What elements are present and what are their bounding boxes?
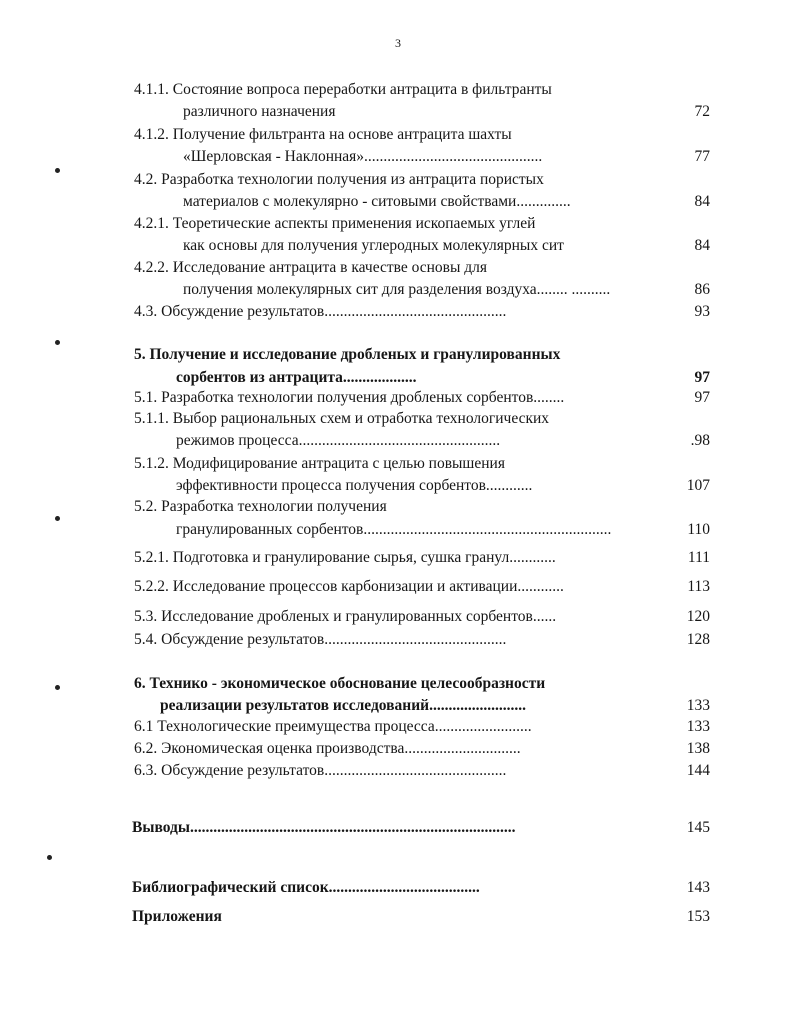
toc-line: эффективности процесса получения сорбентов............ [176, 477, 533, 494]
toc-line: 4.2.2. Исследование антрацита в качестве основы для [134, 259, 488, 276]
toc-chapter-heading: реализации результатов исследований......................... [160, 697, 526, 714]
toc-line: различного назначения [183, 103, 336, 120]
toc-line: 5.3. Исследование дробленых и гранулированных сорбентов...... [134, 608, 557, 625]
toc-page-number: 120 [686, 608, 710, 625]
toc-line: режимов процесса.................................................... [176, 432, 501, 449]
toc-page-number: 143 [686, 879, 710, 896]
toc-line: 6.3. Обсуждение результатов............................................... [134, 762, 507, 779]
toc-page-number: 86 [694, 281, 710, 298]
punch-hole-mark [55, 685, 60, 690]
toc-page-number: 107 [686, 477, 710, 494]
toc-page-number: 144 [686, 762, 710, 779]
punch-hole-mark [55, 516, 60, 521]
toc-line: 6.2. Экономическая оценка производства.............................. [134, 740, 521, 757]
toc-page-number: 113 [687, 578, 710, 595]
toc-line: 4.1.1. Состояние вопроса переработки антрацита в фильтранты [134, 81, 552, 98]
toc-line: 6.1 Технологические преимущества процесса......................... [134, 718, 532, 735]
toc-line: материалов с молекулярно - ситовыми свойствами.............. [183, 193, 571, 210]
toc-page-number: 110 [687, 521, 710, 538]
toc-page-number: 133 [686, 718, 710, 735]
toc-line: как основы для получения углеродных молекулярных сит [183, 237, 564, 254]
toc-chapter-heading: 5. Получение и исследование дробленых и гранулированных [134, 346, 561, 363]
toc-page-number: 145 [686, 819, 710, 836]
toc-line: гранулированных сорбентов................................................................ [176, 521, 612, 538]
toc-page-number: 93 [694, 303, 710, 320]
toc-line: 5.2. Разработка технологии получения [134, 498, 387, 515]
toc-line: 4.3. Обсуждение результатов............................................... [134, 303, 507, 320]
toc-page-number: 97 [694, 389, 710, 406]
punch-hole-mark [55, 340, 60, 345]
toc-page-number: 138 [686, 740, 710, 757]
toc-page-number: 133 [686, 697, 710, 714]
toc-page-number: 97 [694, 369, 710, 386]
toc-bibliography: Библиографический список....................................... [132, 879, 480, 896]
toc-line: 5.4. Обсуждение результатов............................................... [134, 631, 507, 648]
toc-page-number: 111 [687, 549, 710, 566]
toc-page-number: 84 [694, 237, 710, 254]
punch-hole-mark [47, 855, 52, 860]
toc-line: 4.2.1. Теоретические аспекты применения ископаемых углей [134, 215, 536, 232]
toc-line: «Шерловская - Наклонная».............................................. [183, 148, 543, 165]
toc-page-number: 84 [694, 193, 710, 210]
toc-line: 5.1.2. Модифицирование антрацита с целью повышения [134, 455, 505, 472]
toc-conclusions: Выводы.................................................................................... [132, 819, 516, 836]
page-number: 3 [395, 36, 401, 50]
toc-line: 5.2.2. Исследование процессов карбонизации и активации............ [134, 578, 564, 595]
toc-page-number: 128 [686, 631, 710, 648]
toc-chapter-heading: сорбентов из антрацита................... [176, 369, 417, 386]
toc-appendices: Приложения [132, 908, 222, 925]
toc-line: 5.2.1. Подготовка и гранулирование сырья, сушка гранул............ [134, 549, 556, 566]
toc-page-number: 72 [694, 103, 710, 120]
toc-chapter-heading: 6. Технико - экономическое обоснование целесообразности [134, 675, 546, 692]
toc-page-number: .98 [690, 432, 710, 449]
toc-page-number: 77 [694, 148, 710, 165]
toc-line: 4.2. Разработка технологии получения из антрацита пористых [134, 171, 544, 188]
punch-hole-mark [55, 168, 60, 173]
toc-line: 4.1.2. Получение фильтранта на основе антрацита шахты [134, 126, 512, 143]
toc-page-number: 153 [686, 908, 710, 925]
toc-line: получения молекулярных сит для разделения воздуха........ .......... [183, 281, 611, 298]
toc-line: 5.1. Разработка технологии получения дробленых сорбентов........ [134, 389, 565, 406]
toc-line: 5.1.1. Выбор рациональных схем и отработка технологических [134, 410, 550, 427]
